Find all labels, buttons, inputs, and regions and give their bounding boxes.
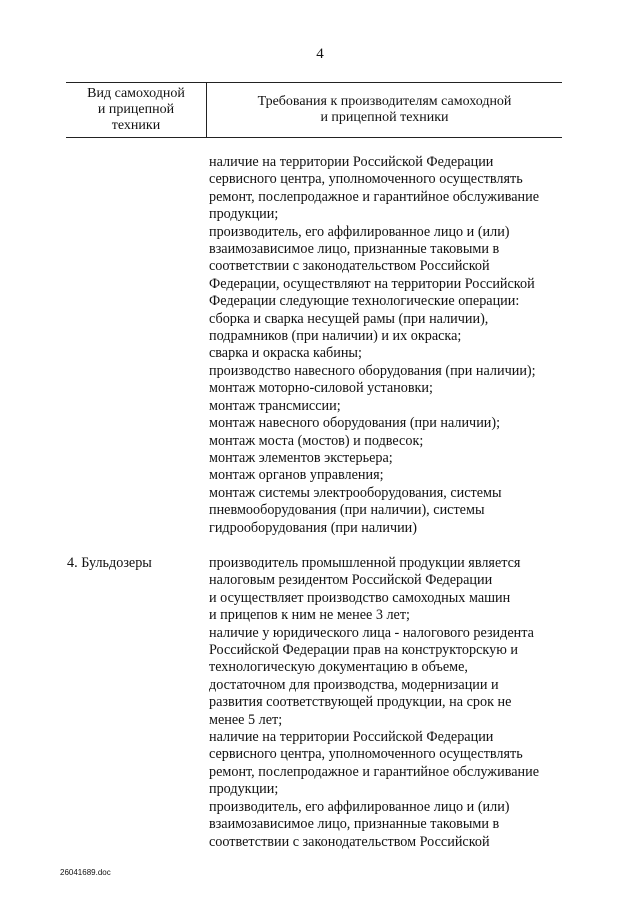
text-line: развития соответствующей продукции, на срок не (209, 694, 512, 711)
text-line: Федерации, осуществляют на территории Российской (209, 275, 535, 292)
text-line: подрамников (при наличии) и их окраска; (209, 328, 462, 345)
text-line: взаимозависимое лицо, признанные таковыми в (209, 816, 500, 833)
text-line: Федерации следующие технологические операции: (209, 293, 520, 310)
header-col1-line: и прицепной (97, 102, 175, 117)
text-line: соответствии с законодательством Российской (209, 258, 490, 275)
text-line: монтаж моторно-силовой установки; (209, 380, 433, 397)
text-line: пневмооборудования (при наличии), системы (209, 502, 485, 519)
text-line: продукции; (209, 206, 279, 223)
text-line: продукции; (209, 781, 279, 798)
text-line: взаимозависимое лицо, признанные таковыми в (209, 241, 500, 258)
text-line: гидрооборудования (при наличии) (209, 519, 417, 536)
text-line: налоговым резидентом Российской Федерации (209, 572, 493, 589)
text-line: монтаж навесного оборудования (при наличии); (209, 415, 501, 432)
header-col1-line: техники (111, 118, 161, 133)
header-vehicle-type (66, 83, 207, 137)
text-line: производитель, его аффилированное лицо и (или) (209, 798, 510, 815)
text-line: монтаж моста (мостов) и подвесок; (209, 432, 424, 449)
header-col1-line: Вид самоходной (87, 86, 185, 101)
text-line: производитель промышленной продукции является (209, 555, 521, 571)
text-line: ремонт, послепродажное и гарантийное обслуживание (209, 763, 539, 780)
text-line: производитель, его аффилированное лицо и (или) (209, 223, 510, 240)
text-line: наличие у юридического лица - налогового резидента (209, 624, 534, 641)
text-line: монтаж системы электрооборудования, системы (209, 484, 502, 501)
text-line: монтаж органов управления; (209, 467, 384, 484)
header-col2-line: и прицепной техники (320, 110, 449, 125)
text-line: производство навесного оборудования (при наличии); (209, 362, 536, 379)
requirements-continued (209, 154, 569, 537)
text-line: монтаж трансмиссии; (209, 397, 341, 414)
header-requirements (207, 83, 562, 137)
header-col2-line: Требования к производителям самоходной (257, 94, 512, 109)
text-line: технологическую документацию в объеме, (209, 659, 468, 676)
text-line: наличие на территории Российской Федерации (209, 154, 494, 170)
row-label-bulldozers: 4. Бульдозеры (67, 555, 152, 571)
requirements-bulldozers (209, 555, 569, 851)
text-line: и осуществляет производство самоходных машин (209, 589, 511, 606)
text-line: достаточном для производства, модернизации и (209, 676, 499, 693)
table-header (66, 82, 562, 138)
text-line: соответствии с законодательством Российской (209, 833, 490, 850)
text-line: монтаж элементов экстерьера; (209, 449, 393, 466)
text-line: менее 5 лет; (209, 711, 283, 728)
text-line: наличие на территории Российской Федерации (209, 729, 494, 746)
text-line: сервисного центра, уполномоченного осуществлять (209, 171, 523, 188)
text-line: сервисного центра, уполномоченного осуществлять (209, 746, 523, 763)
text-line: сборка и сварка несущей рамы (при наличии), (209, 310, 489, 327)
footer-filename: 26041689.doc (60, 868, 111, 877)
text-line: ремонт, послепродажное и гарантийное обслуживание (209, 188, 539, 205)
text-line: и прицепов к ним не менее 3 лет; (209, 607, 410, 624)
text-line: Российской Федерации прав на конструкторскую и (209, 642, 518, 659)
page-number: 4 (316, 46, 324, 62)
text-line: сварка и окраска кабины; (209, 345, 362, 362)
